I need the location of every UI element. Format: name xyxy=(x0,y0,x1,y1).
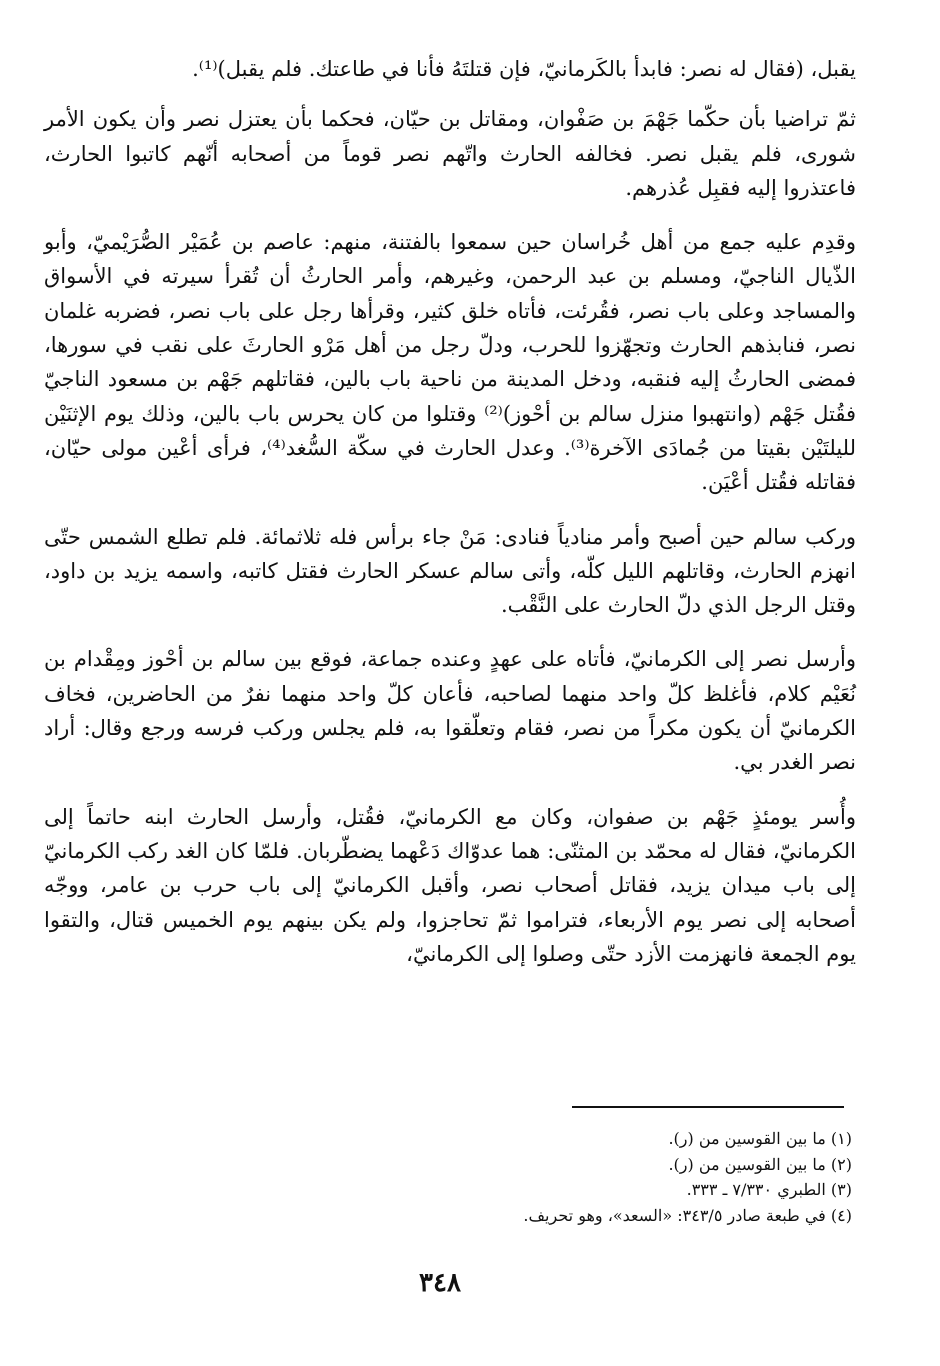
footnotes xyxy=(380,1126,852,1228)
footnote-4: (٤) في طبعة صادر ٣٤٣/٥: «السعد»، وهو تحريف. xyxy=(523,1205,852,1225)
paragraph-2: ثمّ تراضيا بأن حكّما جَهْمَ بن صَفْوان، ومقاتل بن حيّان، فحكما بأن يعتزل نصر وأن يكون الأمر شورى، فلم يقبل نصر. فخالفه الحارث واتّهم نصر قوماً من أصحابه أنّهم كاتبوا الحارث، فاعتذروا إليه فقبِل عُذرهم. xyxy=(44,107,856,200)
paragraph-5: وأرسل نصر إلى الكرمانيّ، فأتاه على عهدٍ وعنده جماعة، فوقع بين سالم بن أحْوز ومِقْدام بن نُعَيْم كلام، فأغلظ كلّ واحد منهما لصاحبه، فأعان كلّ واحد منهما نفرٌ من الحاضرين، فخاف الكرمانيّ أن يكون مكراً من نصر، فقام وتعلّقوا به، فلم يجلس وركب فرسه ورجع وقال: أراد نصر الغدر بي. xyxy=(44,647,856,775)
footnote-2: (٢) ما بين القوسين من (ر). xyxy=(668,1154,852,1174)
footnote-1: (١) ما بين القوسين من (ر). xyxy=(668,1129,852,1148)
page-number: ٣٤٨ xyxy=(419,1268,461,1298)
footnote-separator xyxy=(572,1106,844,1108)
paragraph-3: وقدِم عليه جمع من أهل خُراسان حين سمعوا بالفتنة، منهم: عاصم بن عُمَيْر الصُّرَيْميّ، وأبو الذّيال الناجيّ، ومسلم بن عبد الرحمن، وغيرهم، وأمر الحارثُ أن تُقرأ سيرته في الأسواق والمساجد وعلى باب نصر، فقُرئت، فأتاه خلق كثير، وقرأها رجل على باب نصر، فضربه غلمان نصر، فنابذهم الحارث وتجهّزوا للحرب، ودلّ رجل من أهل مَرْو الحارثَ على نقب في سورها، فمضى الحارثُ إليه فنقبه، ودخل المدينة من ناحية باب بالين، فقاتلهم جَهْم بن مسعود الناجيّ فقُتل جَهْم (وانتهبوا منزل سالم بن أحْوز)⁽²⁾ وقتلوا من كان يحرس باب بالين، وذلك يوم الإثنَيْن لليلتَيْن بقيتا من جُمادَى الآخرة⁽³⁾. وعدل الحارث في سكّة السُّغد⁽⁴⁾، فرأى أعْين مولى حيّان، فقاتله فقُتل أعْيَن. xyxy=(44,230,857,495)
page-body xyxy=(44,52,856,991)
paragraph-4: وركب سالم حين أصبح وأمر منادياً فنادى: مَنْ جاء برأس فله ثلاثمائة. فلم تطلع الشمس حتّى انهزم الحارث، وقاتلهم الليل كلّه، وأتى سالم عسكر الحارث فقتل كاتبه، واسمه يزيد بن داود، وقتل الرجل الذي دلّ الحارث على النَّقْب. xyxy=(44,524,856,618)
paragraph-1: يقبل، (فقال له نصر: فابدأ بالكَرمانيّ، فإن قتلتَهُ فأنا في طاعتك. فلم يقبل)⁽¹⁾. xyxy=(192,57,856,81)
paragraph-6: وأُسر يومئذٍ جَهْم بن صفوان، وكان مع الكرمانيّ، فقُتل، وأرسل الحارث ابنه حاتماً إلى الكرمانيّ، فقال له محمّد بن المثنّى: هما عدوّاك دَعْهما يضطّربان. فلمّا كان الغد ركب الكرمانيّ إلى باب ميدان يزيد، فقاتل أصحاب نصر، وأقبل الكرمانيّ إلى باب حرب بن عامر، ووجّه أصحابه إلى نصر يوم الأربعاء، فتراموا ثمّ تحاجزوا، ولم يكن بينهم يوم الخميس قتال، والتقوا يوم الجمعة فانهزمت الأزد حتّى وصلوا إلى الكرمانيّ، xyxy=(44,804,856,966)
footnote-3: (٣) الطبري ٧/٣٣٠ ـ ٣٣٣. xyxy=(686,1180,852,1199)
